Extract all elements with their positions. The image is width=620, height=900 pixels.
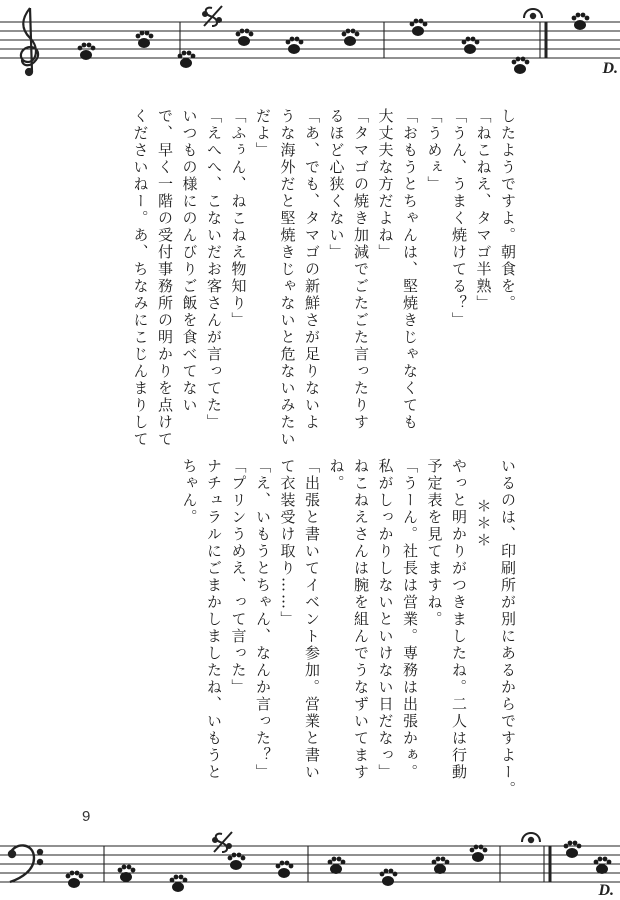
text-line: 「うん、うまく焼けてる？」 xyxy=(450,108,468,329)
upper-text-block xyxy=(80,108,520,448)
paw-print-icon xyxy=(572,13,590,30)
text-line: 「タマゴの焼き加減でごたごた言ったりす xyxy=(352,108,370,431)
text-line: うな海外だと堅焼きじゃないと危ないみたい xyxy=(278,108,297,448)
fermata-icon xyxy=(524,9,542,18)
paw-print-icon xyxy=(286,37,304,54)
scene-break: ＊＊＊ xyxy=(474,498,493,549)
text-line: て衣装受け取り……」 xyxy=(278,458,297,628)
paw-print-icon xyxy=(276,861,294,878)
paw-print-icon xyxy=(462,37,480,54)
text-line: 「えへへ、こないだお客さんが言ってた」 xyxy=(205,108,223,431)
lower-text-block xyxy=(180,458,520,798)
text-line: ちゃん。 xyxy=(180,458,199,526)
top-staff-drawing xyxy=(0,0,620,80)
treble-clef-icon xyxy=(21,8,38,75)
text-line: 「うめぇ」 xyxy=(425,108,444,193)
text-line: 「おもうとちゃんは、堅焼きじゃなくても xyxy=(401,108,419,431)
top-music-staff xyxy=(0,0,620,77)
text-line: ね。 xyxy=(327,458,346,492)
paw-print-icon xyxy=(78,43,96,60)
text-line: いるのは、印刷所が別にあるからですよー。 xyxy=(499,458,517,798)
paw-print-icon xyxy=(512,57,530,74)
text-line: 「出張と書いてイベント参加。営業と書い xyxy=(303,458,321,781)
paw-print-icon xyxy=(136,31,154,48)
paw-print-icon xyxy=(594,857,612,874)
text-line: 私がしっかりしないといけない日だなっ」 xyxy=(376,458,395,781)
text-line: で、早く一階の受付事務所の明かりを点けて xyxy=(156,108,174,448)
text-line: 「うーん。社長は営業。専務は出張かぁ。 xyxy=(401,458,419,781)
text-line: ナチュラルにごまかしましたね、いもうと xyxy=(205,458,223,781)
text-line: したようですよ。朝食を。 xyxy=(499,108,517,312)
text-line: いつもの様にのんびりご飯を食べてない xyxy=(180,108,199,414)
text-line: くださいねー。あ、ちなみにこじんまりして xyxy=(131,108,150,448)
text-line: だよ」 xyxy=(254,108,272,159)
segno-icon xyxy=(213,832,232,852)
text-line: 「ふぅん、ねこねえ物知り」 xyxy=(229,108,248,329)
page-number: 9 xyxy=(82,808,91,825)
paw-print-icon xyxy=(410,19,428,36)
text-line: 「あ、でも、タマゴの新鮮さが足りないよ xyxy=(303,108,321,431)
text-line: 「プリンうめえ、って言った」 xyxy=(229,458,248,696)
segno-icon xyxy=(203,6,222,26)
text-line: 「ねこねえ、タマゴ半熟」 xyxy=(474,108,493,312)
paw-print-icon xyxy=(432,857,450,874)
text-line: ねこねえさんは腕を組んでうなずいてます xyxy=(352,458,370,781)
coda-marking: D. xyxy=(602,60,618,77)
text-line: 大丈夫な方だよね」 xyxy=(376,108,395,261)
text-line: 予定表を見てますね。 xyxy=(425,458,444,628)
text-line: るほど心狭くない」 xyxy=(327,108,346,261)
bottom-staff-drawing xyxy=(0,830,620,900)
fermata-icon xyxy=(522,833,540,842)
bottom-music-staff xyxy=(0,830,620,900)
paw-print-icon xyxy=(328,857,346,874)
paw-print-icon xyxy=(380,869,398,886)
paw-print-icon xyxy=(170,875,188,892)
paw-print-icon xyxy=(470,845,488,862)
text-line: やっと明かりがつきましたね。二人は行動 xyxy=(450,458,468,781)
text-line: 「え、いもうとちゃん、なんか言った？」 xyxy=(254,458,272,781)
coda-marking: D. xyxy=(598,882,614,899)
